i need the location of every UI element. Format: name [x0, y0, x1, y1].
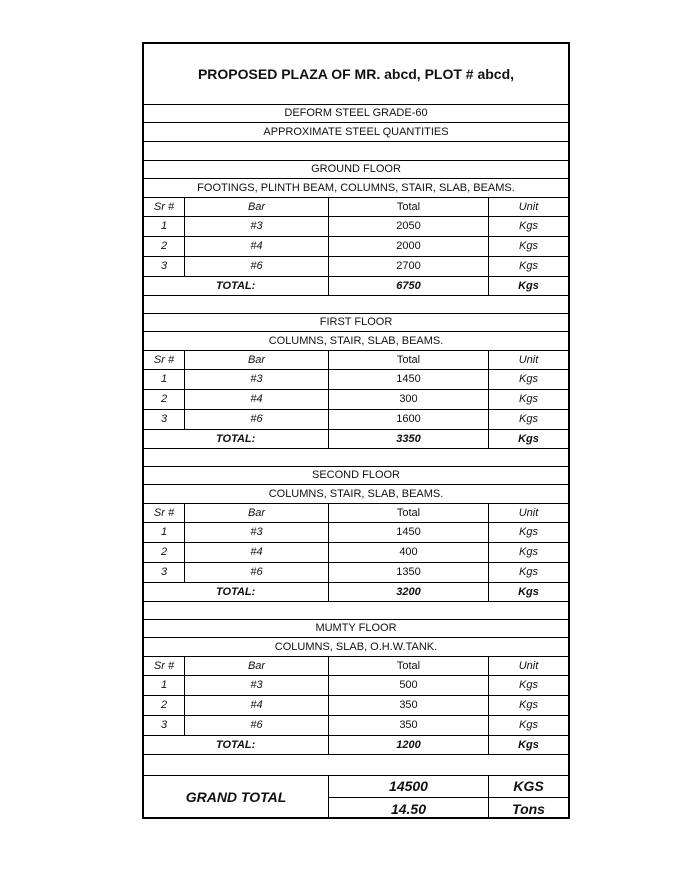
page-title: PROPOSED PLAZA OF MR. abcd, PLOT # abcd,: [197, 66, 515, 82]
grand-total-tons: 14.50: [328, 798, 488, 819]
section-scope-row: [144, 484, 568, 504]
header-sr: Sr #: [153, 506, 175, 519]
header-bar: Bar: [184, 350, 328, 369]
total-label: TOTAL:: [216, 585, 256, 598]
cell-total: 400: [328, 542, 488, 562]
cell-bar: #3: [184, 522, 328, 542]
cell-bar: #3: [184, 216, 328, 236]
column-header-row: [144, 197, 568, 217]
header-sr: Sr #: [153, 659, 175, 672]
cell-bar: #6: [184, 562, 328, 582]
total-row: [144, 276, 568, 296]
cell-sr: 3: [160, 413, 168, 425]
cell-sr: 2: [160, 546, 168, 558]
cell-unit: Kgs: [488, 675, 568, 695]
cell-unit: Kgs: [488, 256, 568, 276]
section-scope-row: [144, 637, 568, 657]
cell-bar: #4: [184, 236, 328, 256]
header-sr: Sr #: [153, 353, 175, 366]
cell-total: 350: [328, 715, 488, 735]
cell-unit: Kgs: [488, 562, 568, 582]
cell-bar: #6: [184, 256, 328, 276]
table-row: [144, 562, 568, 583]
cell-sr: 3: [160, 719, 168, 731]
cell-bar: #4: [184, 389, 328, 409]
cell-unit: Kgs: [488, 522, 568, 542]
cell-sr: 2: [160, 240, 168, 252]
header-bar: Bar: [184, 656, 328, 675]
total-row: [144, 429, 568, 449]
cell-unit: Kgs: [488, 389, 568, 409]
section-name-row: [144, 466, 568, 485]
section-scope: FOOTINGS, PLINTH BEAM, COLUMNS, STAIR, SLAB, BEAMS.: [197, 181, 515, 194]
table-row: [144, 522, 568, 543]
header-bar: Bar: [184, 197, 328, 216]
cell-sr: 3: [160, 260, 168, 272]
spacer-row: [144, 601, 568, 620]
cell-bar: #6: [184, 409, 328, 429]
header-unit: Unit: [488, 197, 568, 216]
table-row: [144, 409, 568, 430]
total-label: TOTAL:: [216, 279, 256, 292]
grade-row: [144, 104, 568, 123]
header-unit: Unit: [488, 503, 568, 522]
table-row: [144, 236, 568, 257]
cell-unit: Kgs: [488, 542, 568, 562]
section-name-row: [144, 160, 568, 179]
cell-total: 1450: [328, 522, 488, 542]
cell-unit: Kgs: [488, 216, 568, 236]
cell-sr: 3: [160, 566, 168, 578]
cell-unit: Kgs: [488, 236, 568, 256]
cell-sr: 1: [160, 526, 168, 538]
section-name: GROUND FLOOR: [311, 163, 401, 175]
cell-unit: Kgs: [488, 715, 568, 735]
total-unit: Kgs: [488, 582, 568, 601]
table-row: [144, 256, 568, 277]
total-label: TOTAL:: [216, 432, 256, 445]
cell-total: 2700: [328, 256, 488, 276]
header-total: Total: [328, 503, 488, 522]
cell-bar: #4: [184, 542, 328, 562]
cell-total: 1600: [328, 409, 488, 429]
section-name-row: [144, 619, 568, 638]
title-row: [144, 44, 568, 105]
table-row: [144, 216, 568, 237]
grand-total-label: GRAND TOTAL: [185, 789, 287, 805]
total-unit: Kgs: [488, 735, 568, 754]
spacer-row: [144, 448, 568, 467]
column-header-row: [144, 503, 568, 523]
total-value: 3200: [328, 582, 488, 601]
cell-unit: Kgs: [488, 695, 568, 715]
cell-unit: Kgs: [488, 369, 568, 389]
section-scope-row: [144, 178, 568, 198]
cell-sr: 1: [160, 220, 168, 232]
cell-sr: 1: [160, 373, 168, 385]
column-header-row: [144, 656, 568, 676]
header-unit: Unit: [488, 656, 568, 675]
steel-quantity-sheet: [142, 42, 570, 819]
cell-total: 350: [328, 695, 488, 715]
table-row: [144, 369, 568, 390]
cell-unit: Kgs: [488, 409, 568, 429]
header-total: Total: [328, 197, 488, 216]
cell-bar: #3: [184, 675, 328, 695]
header-total: Total: [328, 656, 488, 675]
total-unit: Kgs: [488, 276, 568, 295]
table-row: [144, 695, 568, 716]
cell-bar: #3: [184, 369, 328, 389]
table-row: [144, 715, 568, 736]
section-name: MUMTY FLOOR: [315, 622, 397, 634]
spacer-row: [144, 295, 568, 314]
total-value: 6750: [328, 276, 488, 295]
subtitle-row: [144, 122, 568, 142]
table-row: [144, 389, 568, 410]
subtitle: APPROXIMATE STEEL QUANTITIES: [263, 125, 449, 138]
column-header-row: [144, 350, 568, 370]
header-unit: Unit: [488, 350, 568, 369]
grand-total-kgs-unit: KGS: [488, 775, 568, 798]
spacer-row: [144, 141, 568, 161]
total-row: [144, 735, 568, 755]
cell-total: 2000: [328, 236, 488, 256]
cell-total: 1450: [328, 369, 488, 389]
cell-total: 1350: [328, 562, 488, 582]
steel-grade: DEFORM STEEL GRADE-60: [284, 107, 428, 119]
total-row: [144, 582, 568, 602]
table-row: [144, 675, 568, 696]
cell-bar: #4: [184, 695, 328, 715]
section-scope: COLUMNS, STAIR, SLAB, BEAMS.: [268, 334, 444, 347]
cell-sr: 1: [160, 679, 168, 691]
cell-sr: 2: [160, 699, 168, 711]
header-bar: Bar: [184, 503, 328, 522]
spacer-row: [144, 755, 568, 776]
section-name: SECOND FLOOR: [311, 469, 400, 481]
cell-total: 500: [328, 675, 488, 695]
section-scope-row: [144, 331, 568, 351]
total-value: 1200: [328, 735, 488, 754]
total-value: 3350: [328, 429, 488, 448]
section-name: FIRST FLOOR: [319, 316, 393, 328]
section-scope: COLUMNS, STAIR, SLAB, BEAMS.: [268, 487, 444, 500]
table-row: [144, 542, 568, 563]
grand-total-kgs: 14500: [328, 775, 488, 798]
cell-bar: #6: [184, 715, 328, 735]
section-scope: COLUMNS, SLAB, O.H.W.TANK.: [274, 640, 438, 653]
total-unit: Kgs: [488, 429, 568, 448]
header-total: Total: [328, 350, 488, 369]
cell-sr: 2: [160, 393, 168, 405]
total-label: TOTAL:: [216, 738, 256, 751]
cell-total: 2050: [328, 216, 488, 236]
grand-total-tons-unit: Tons: [488, 798, 568, 819]
cell-total: 300: [328, 389, 488, 409]
section-name-row: [144, 313, 568, 332]
header-sr: Sr #: [153, 200, 175, 213]
